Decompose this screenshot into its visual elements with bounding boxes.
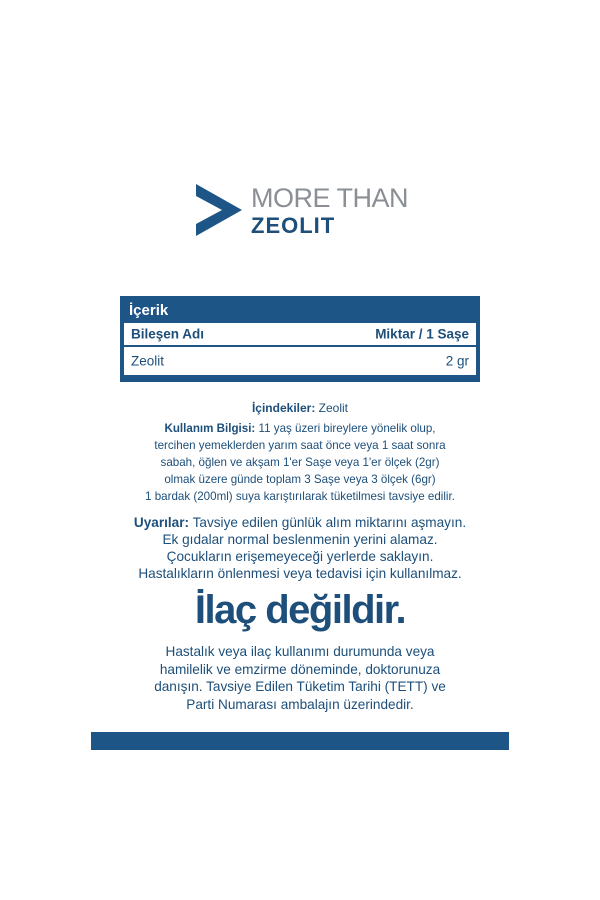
warnings-line1 <box>90 514 510 531</box>
consult-notice <box>90 643 510 713</box>
usage-line1-text: 11 yaş üzeri bireylere yönelik olup, <box>255 422 436 435</box>
notice-line2: hamilelik ve emzirme döneminde, doktorunuza <box>159 661 441 677</box>
warnings <box>90 514 510 582</box>
chevron-right-icon <box>196 184 244 236</box>
bottom-divider-bar <box>91 732 509 750</box>
not-medicine-heading: İlaç değildir. <box>194 588 406 632</box>
warnings-line1-text: Tavsiye edilen günlük alım miktarını aşmayın. <box>189 515 467 530</box>
usage-label: Kullanım Bilgisi: <box>164 422 256 435</box>
row-component-name: Zeolit <box>131 353 165 369</box>
warnings-label: Uyarılar: <box>133 515 190 530</box>
warnings-line4: Hastalıkların önlenmesi veya tedavisi için kullanılmaz. <box>138 566 462 581</box>
table-title: İçerik <box>129 302 169 319</box>
ingredients-value: Zeolit <box>315 401 349 415</box>
notice-line3: danışın. Tavsiye Edilen Tüketim Tarihi (TETT) ve <box>154 679 446 694</box>
header-component-name: Bileşen Adı <box>131 326 205 342</box>
usage-line <box>100 420 500 437</box>
warnings-line2: Ek gıdalar normal beslenmenin yerini alamaz. <box>162 532 438 547</box>
row-amount: 2 gr <box>445 353 469 369</box>
table-header-row <box>124 323 476 345</box>
warnings-line3: Çocukların erişemeyeceği yerlerde saklayın. <box>166 549 434 564</box>
content-table <box>120 296 480 382</box>
usage-info <box>100 420 500 505</box>
ingredients-label: İçindekiler: <box>251 401 316 415</box>
header-amount: Miktar / 1 Saşe <box>375 326 469 342</box>
brand-logo <box>196 184 436 240</box>
brand-line1: MORE THAN <box>251 183 409 213</box>
usage-line4: olmak üzere günde toplam 3 Saşe veya 3 ölçek (6gr) <box>164 473 436 486</box>
ingredients-text <box>0 400 600 416</box>
notice-line1: Hastalık veya ilaç kullanımı durumunda veya <box>165 644 435 659</box>
usage-line2: tercihen yemeklerden yarım saat önce veya 1 saat sonra <box>154 439 446 452</box>
usage-line5: 1 bardak (200ml) suya karıştırılarak tüketilmesi tavsiye edilir. <box>145 490 455 503</box>
table-row <box>124 347 476 375</box>
brand-line2: ZEOLIT <box>251 213 336 238</box>
notice-line4: Parti Numarası ambalajın üzerindedir. <box>186 696 414 712</box>
usage-line3: sabah, öğlen ve akşam 1'er Saşe veya 1'er ölçek (2gr) <box>160 456 440 469</box>
